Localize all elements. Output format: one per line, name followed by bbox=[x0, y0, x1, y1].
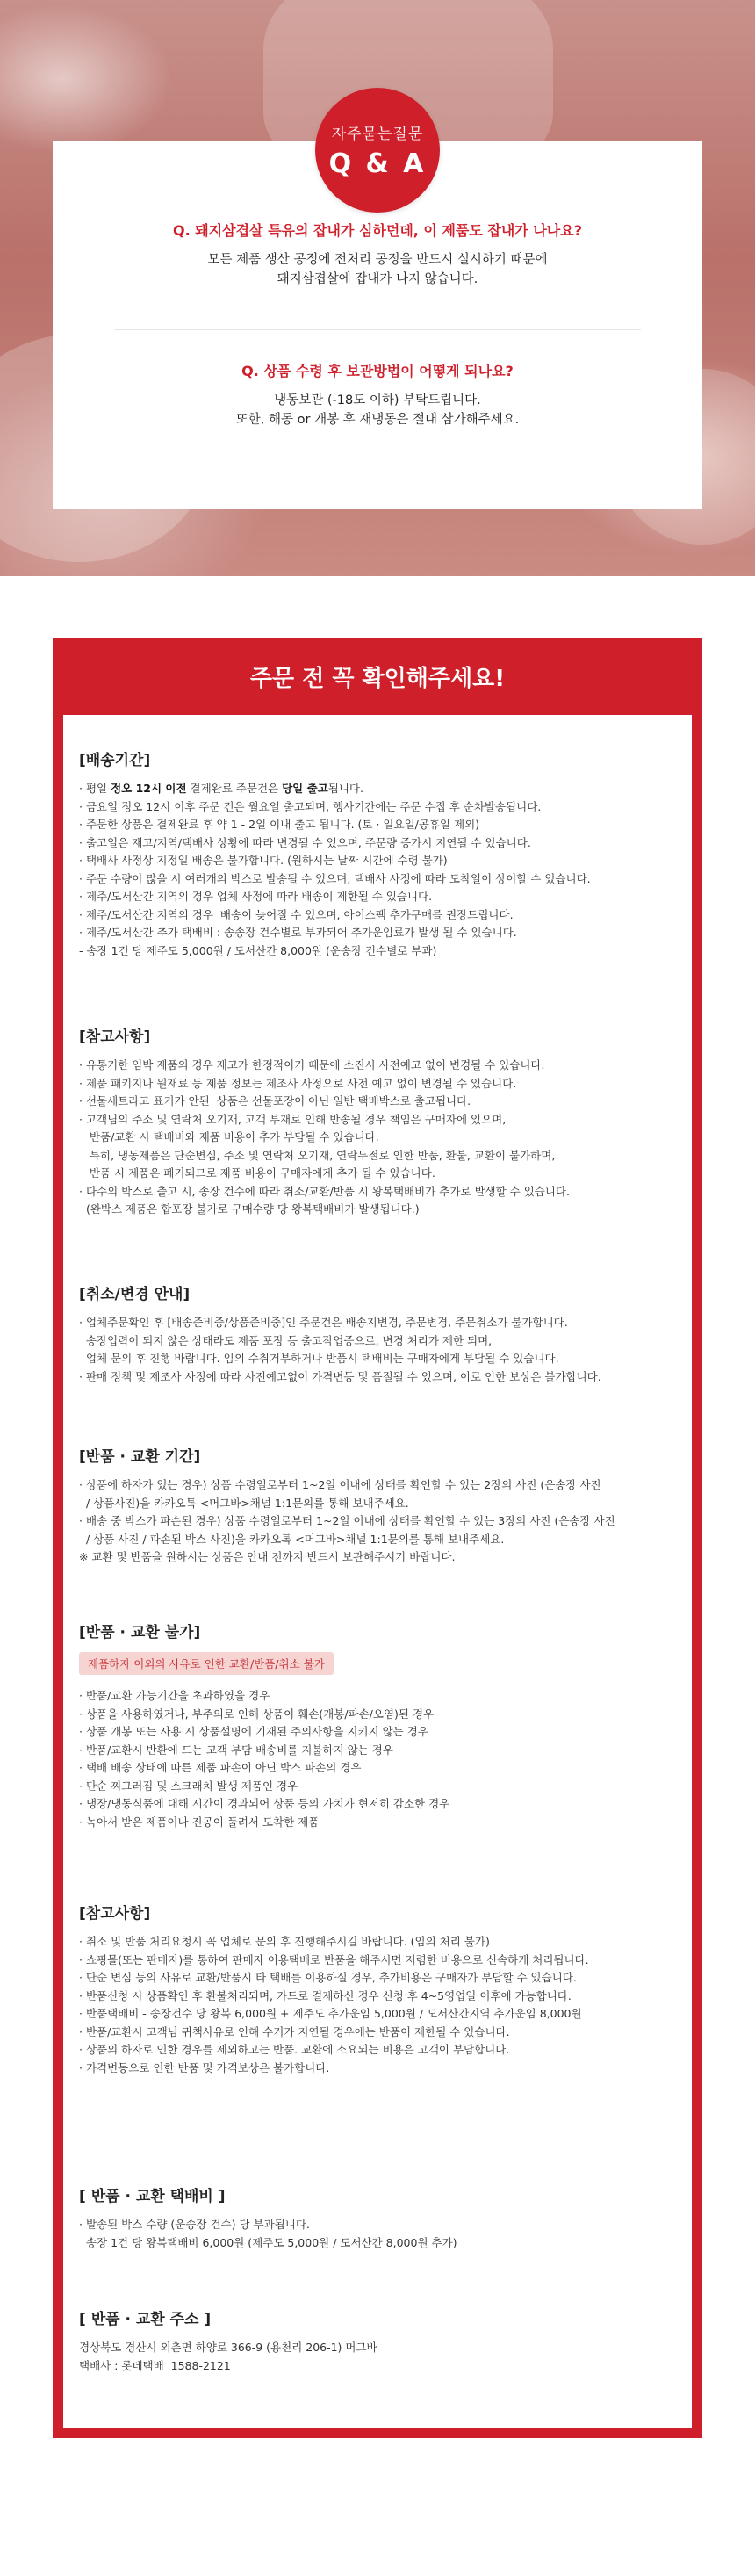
list-item: · 주문한 상품은 결제완료 후 약 1 - 2일 이내 출고 됩니다. (토 · 일요일/공휴일 제외) bbox=[79, 818, 480, 831]
list-item: · 반품택배비 - 송장건수 당 왕복 6,000원 + 제주도 추가운임 5,000원 / 도서산간지역 추가운임 8,000원 bbox=[79, 2007, 582, 2020]
list-item: · 반품/교환시 반환에 드는 고객 부담 배송비를 지불하지 않는 경우 bbox=[79, 1743, 393, 1757]
section-list bbox=[79, 1057, 680, 1219]
return-fee-section bbox=[79, 2183, 680, 2252]
return-address-section bbox=[79, 2306, 680, 2375]
faq-item bbox=[53, 220, 702, 289]
list-item: · 출고일은 재고/지역/택배사 상황에 따라 변경될 수 있으며, 주문량 증가시 지연될 수 있습니다. bbox=[79, 835, 531, 849]
list-item: · 다수의 박스로 출고 시, 송장 건수에 따라 취소/교환/반품 시 왕복택배비가 추가로 발생할 수 있습니다. bbox=[79, 1184, 570, 1198]
list-item: · 상품 개봉 또는 사용 시 상품설명에 기재된 주의사항을 지키지 않는 경우 bbox=[79, 1725, 428, 1738]
faq-badge-subtitle: 자주묻는질문 bbox=[331, 126, 424, 143]
faq-item bbox=[53, 360, 702, 429]
reference-section-2 bbox=[79, 1901, 680, 2077]
list-item: · 가격변동으로 인한 반품 및 가격보상은 불가합니다. bbox=[79, 2060, 330, 2075]
list-item: / 상품 사진 / 파손된 박스 사진)을 카카오톡 <머그바>채널 1:1문의를 통해 보내주세요. bbox=[79, 1532, 505, 1546]
list-item: 업체 문의 후 진행 바랍니다. 임의 수취거부하거나 반품시 택배비는 구매자에게 부담될 수 있습니다. bbox=[79, 1352, 559, 1365]
section-list bbox=[79, 1933, 680, 2077]
list-item: ※ 교환 및 반품을 원하시는 상품은 안내 전까지 반드시 보관해주시기 바랍니다. bbox=[79, 1550, 456, 1563]
order-notice-box bbox=[53, 638, 702, 2438]
list-item: · 택배사 사정상 지정일 배송은 불가합니다. (원하시는 날짜 시간에 수령 불가) bbox=[79, 854, 448, 867]
reference-section bbox=[79, 1024, 680, 1219]
faq-divider bbox=[114, 329, 641, 330]
list-item: · 상품에 하자가 있는 경우) 상품 수령일로부터 1~2일 이내에 상태를 확인할 수 있는 2장의 사진 (운송장 사진 bbox=[79, 1478, 601, 1491]
faq-answer bbox=[53, 250, 702, 289]
section-list bbox=[79, 1476, 680, 1567]
list-item: · 상품의 하자로 인한 경우를 제외하고는 반품. 교환에 소요되는 비용은 고객이 부담합니다. bbox=[79, 2043, 510, 2056]
list-item: · 업체주문확인 후 [배송준비중/상품준비중]인 주문건은 배송지변경, 주문변경, 주문취소가 불가합니다. bbox=[79, 1316, 568, 1329]
list-item: · 제주/도서산간 지역의 경우 배송이 늦어질 수 있으며, 아이스팩 추가구매를 권장드립니다. bbox=[79, 907, 514, 921]
faq-question: Q. 상품 수령 후 보관방법이 어떻게 되나요? bbox=[241, 363, 514, 379]
list-item: · 제주/도서산간 추가 택배비 : 송송장 건수별로 부과되어 추가운임료가 발생 될 수 있습니다. bbox=[79, 926, 517, 939]
list-item: - 송장 1건 당 제주도 5,000원 / 도서산간 8,000원 (운송장 건수별로 부과) bbox=[79, 943, 437, 957]
section-list bbox=[79, 2339, 680, 2375]
list-item: · 택배 배송 상태에 따른 제품 파손이 아닌 박스 파손의 경우 bbox=[79, 1761, 362, 1774]
list-item: 특히, 냉동제품은 단순변심, 주소 및 연락처 오기재, 연락두절로 인한 반품, 환불, 교환이 불가하며, bbox=[79, 1148, 556, 1162]
warning-tag: 제품하자 이외의 사유로 인한 교환/반품/취소 불가 bbox=[79, 1652, 334, 1675]
return-address: 경상북도 경산시 외촌면 하양로 366-9 (용천리 206-1) 머그바 bbox=[79, 2341, 378, 2354]
faq-hero bbox=[0, 0, 755, 576]
section-title: [반품 · 교환 불가] bbox=[79, 1624, 201, 1642]
list-item: · 단순 찌그러짐 및 스크래치 발생 제품인 경우 bbox=[79, 1779, 298, 1793]
list-item: / 상품사진)을 카카오톡 <머그바>채널 1:1문의를 통해 보내주세요. bbox=[79, 1496, 409, 1510]
list-item: · 냉장/냉동식품에 대해 시간이 경과되어 상품 등의 가치가 현저히 감소한 경우 bbox=[79, 1797, 450, 1810]
section-title: [ 반품 · 교환 택배비 ] bbox=[79, 2188, 226, 2205]
list-item: · 유통기한 임박 제품의 경우 재고가 한정적이기 때문에 소진시 사전예고 없이 변경될 수 있습니다. bbox=[79, 1058, 545, 1072]
list-item: · 반품/교환 가능기간을 초과하였을 경우 bbox=[79, 1689, 270, 1702]
section-title: [배송기간] bbox=[79, 752, 151, 769]
list-item: · 평일 정오 12시 이전 결제완료 주문건은 당일 출고됩니다. bbox=[79, 782, 363, 795]
faq-answer bbox=[53, 391, 702, 429]
section-title: [참고사항] bbox=[79, 1028, 151, 1046]
list-item: · 단순 변심 등의 사유로 교환/반품시 타 택배를 이용하실 경우, 추가비용은 구매자가 부담할 수 있습니다. bbox=[79, 1971, 577, 1984]
faq-answer-line: 냉동보관 (-18도 이하) 부탁드립니다. bbox=[274, 393, 481, 408]
section-title: [취소/변경 안내] bbox=[79, 1286, 191, 1303]
faq-answer-line: 또한, 해동 or 개봉 후 재냉동은 절대 삼가해주세요. bbox=[235, 413, 520, 427]
faq-question: Q. 돼지삼겹살 특유의 잡내가 심하던데, 이 제품도 잡내가 나나요? bbox=[172, 222, 582, 239]
notice-header: 주문 전 꼭 확인해주세요! bbox=[53, 638, 702, 715]
return-impossible-section bbox=[79, 1620, 680, 1831]
faq-answer-line: 돼지삼겹살에 잡내가 나지 않습니다. bbox=[277, 272, 478, 286]
faq-badge-title: Q & A bbox=[328, 148, 427, 179]
faq-answer-line: 모든 제품 생산 공정에 전처리 공정을 반드시 실시하기 때문에 bbox=[207, 253, 548, 267]
list-item: · 발송된 박스 수량 (운송장 건수) 당 부과됩니다. bbox=[79, 2218, 310, 2231]
list-item: · 반품/교환시 고객님 귀책사유로 인해 수거가 지연될 경우에는 반품이 제한될 수 있습니다. bbox=[79, 2024, 510, 2038]
cancel-section bbox=[79, 1281, 680, 1386]
faq-badge bbox=[315, 88, 440, 213]
section-list bbox=[79, 2216, 680, 2252]
list-item: 반품/교환 시 택배비와 제품 비용이 추가 부담될 수 있습니다. bbox=[79, 1130, 379, 1144]
list-item: · 제주/도서산간 지역의 경우 업체 사정에 따라 배송이 제한될 수 있습니다. bbox=[79, 890, 433, 903]
list-item: · 주문 수량이 많을 시 여러개의 박스로 발송될 수 있으며, 택배사 사정에 따라 도착일이 상이할 수 있습니다. bbox=[79, 871, 591, 885]
section-title: [참고사항] bbox=[79, 1905, 151, 1923]
return-period-section bbox=[79, 1444, 680, 1567]
list-item: · 금요일 정오 12시 이후 주문 건은 월요일 출고되며, 행사기간에는 주문 수집 후 순차발송됩니다. bbox=[79, 799, 542, 813]
list-item: · 쇼핑몰(또는 판매자)를 통하여 판매자 이용택배로 반품을 해주시면 저렴한 비용으로 신속하게 처리됩니다. bbox=[79, 1952, 589, 1966]
list-item: · 선물세트라고 표기가 안된 상품은 선물포장이 아닌 일반 택배박스로 출고됩니다. bbox=[79, 1094, 471, 1108]
section-title: [반품 · 교환 기간] bbox=[79, 1448, 201, 1466]
list-item: 송장입력이 되지 않은 상태라도 제품 포장 등 출고작업중으로, 변경 처리가 제한 되며, bbox=[79, 1333, 493, 1347]
list-item: 반품 시 제품은 폐기되므로 제품 비용이 구매자에게 추가 될 수 있습니다. bbox=[79, 1166, 435, 1180]
list-item: (완박스 제품은 합포장 불가로 구매수량 당 왕복택배비가 발생됩니다.) bbox=[79, 1202, 420, 1216]
list-item: · 제품 패키지나 원재료 등 제품 정보는 제조사 사정으로 사전 예고 없이 변경될 수 있습니다. bbox=[79, 1076, 517, 1090]
shipping-section bbox=[79, 747, 680, 960]
list-item: · 반품신청 시 상품확인 후 환불처리되며, 카드로 결제하신 경우 신청 후 4~5영업일 이후에 가능합니다. bbox=[79, 1988, 572, 2002]
list-item: · 상품을 사용하였거나, 부주의로 인해 상품이 훼손(개봉/파손/오염)된 경우 bbox=[79, 1707, 435, 1721]
list-item: · 배송 중 박스가 파손된 경우) 상품 수령일로부터 1~2일 이내에 상태를 확인할 수 있는 3장의 사진 (운송장 사진 bbox=[79, 1514, 615, 1527]
list-item: · 녹아서 받은 제품이나 진공이 풀려서 도착한 제품 bbox=[79, 1815, 320, 1829]
list-item: · 고객님의 주소 및 연락처 오기재, 고객 부재로 인해 반송될 경우 책임은 구매자에 있으며, bbox=[79, 1112, 507, 1126]
list-item: · 판매 정책 및 제조사 사정에 따라 사전예고없이 가격변동 및 품절될 수 있으며, 이로 인한 보상은 불가합니다. bbox=[79, 1369, 601, 1383]
list-item: 송장 1건 당 왕복택배비 6,000원 (제주도 5,000원 / 도서산간 8,000원 추가) bbox=[79, 2235, 457, 2249]
section-list bbox=[79, 1314, 680, 1386]
list-item: · 취소 및 반품 처리요청시 꼭 업체로 문의 후 진행해주시길 바랍니다. (임의 처리 불가) bbox=[79, 1935, 490, 1948]
section-list bbox=[79, 1687, 680, 1831]
section-list bbox=[79, 780, 680, 960]
courier-info: 택배사 : 롯데택배 1588-2121 bbox=[79, 2358, 231, 2372]
section-title: [ 반품 · 교환 주소 ] bbox=[79, 2311, 212, 2328]
